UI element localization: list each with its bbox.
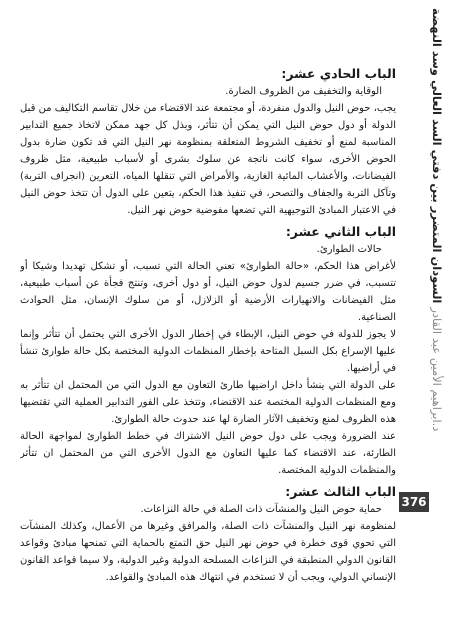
paragraph: على الدولة التي ينشأ داخل اراضيها طارئ التعاون مع الدول التي من المحتمل ان تتأثر به ومع المنظمات الدولية المختصة عند الاقتضاء، وتتخذ على الفور التدابير العملية التي تقتضيها هذه الظروف لمنع وتخفيف الآثار الضارة لها عند حدوث حالة الطوارئ. [20,380,396,425]
running-head-author: د.ابراهيم الأمين عبد القادر [430,307,444,432]
paragraph: يجب، حوض النيل والدول منفردة، أو مجتمعة عند الاقتضاء من خلال تقاسم التكاليف من قبل الدولة أو دول حوض النيل التي يمكن أن تتأثر، وبذل كل جهد ممكن لاتخاذ جميع التدابير المناسبة لمنع أو تخفيف الشروط المتعلقة بمنظومة نهر النيل التي قد تكون ضارة بدول الحوض الأخرى، سواء كانت ناتجة عن سلوك بشرى أو لأسباب طبيعية، مثل ظروف الفيضانات، والأعشاب المائية الغازية، والأمراض التي تنقلها المياه، التعرين (انجراف التربة) وتآكل التربة والجفاف والتصحر، في تنفيذ هذا الحكم، يتعين على الدول أن تتخذ حوض النيل في الاعتبار المبادئ التوجيهية التي تضعها مفوضية حوض نهر النيل. [20,103,396,216]
section-title-12: الباب الثاني عشر: [285,224,396,239]
paragraph: عند الضرورة ويجب على دول حوض النيل الاشتراك في خطط الطوارئ لمواجهة الحالة الطارئة، عند الاقتضاء كما عليها التعاون مع الدول الأخرى التي من المحتمل ان تتأثر والمنظمات الدولية المختصة. [20,431,396,476]
paragraph: لأغراض هذا الحكم، «حالة الطوارئ» تعني الحالة التي تسبب، أو تشكل تهديدا وشيكا أو تتسبب، في ضرر جسيم لدول حوض النيل، أو دول أخرى، وتنتج فجأة عن أسباب طبيعية، مثل الفيضانات والانهيارات الأرضية أو الزلازل، أو من سلوك الإنسان، مثل الحوادث الصناعية. [20,261,396,323]
running-head-title: السودان المتضرر بين دفتي السد العالي وسد النهضة [430,8,444,304]
section-title-11: الباب الحادي عشر: [281,66,396,81]
section-subtitle-12: حالات الطوارئ. [316,244,382,255]
main-text [20,64,396,624]
paragraph: لا يجوز للدولة في حوض النيل، الإبطاء في إخطار الدول الأخرى التي يحتمل أن تتأثر وإنما عليها الإسراع بكل السبل المتاحة بإخطار المنظمات الدولية المختصة بكل حالة طوارئ تنشأ في أراضيها. [20,329,396,374]
section-subtitle-13: حماية حوض النيل والمنشآت ذات الصلة في حالة النزاعات. [140,504,382,515]
page-number: 376 [399,492,429,512]
section-title-13: الباب الثالث عشر: [285,484,396,499]
paragraph: لمنظومة نهر النيل والمنشآت ذات الصلة، والمرافق وغيرها من الأعمال، وكذلك المنشآت التي تحوي قوى خطرة في حوض نهر النيل حق التمتع بالحماية التي تمنحها مبادئ وقواعد القانون الدولي المنطبقة في النزاعات المسلحة الدولية وغير الدولية، ولا سيما قواعد القانون الإنساني الدولي، ويجب أن لا تستخدم في انتهاك هذه المبادئ والقواعد. [20,521,396,583]
page-margin-sidebar [397,0,453,640]
running-head [425,8,449,528]
section-subtitle-11: الوقاية والتخفيف من الظروف الضارة. [225,86,382,97]
